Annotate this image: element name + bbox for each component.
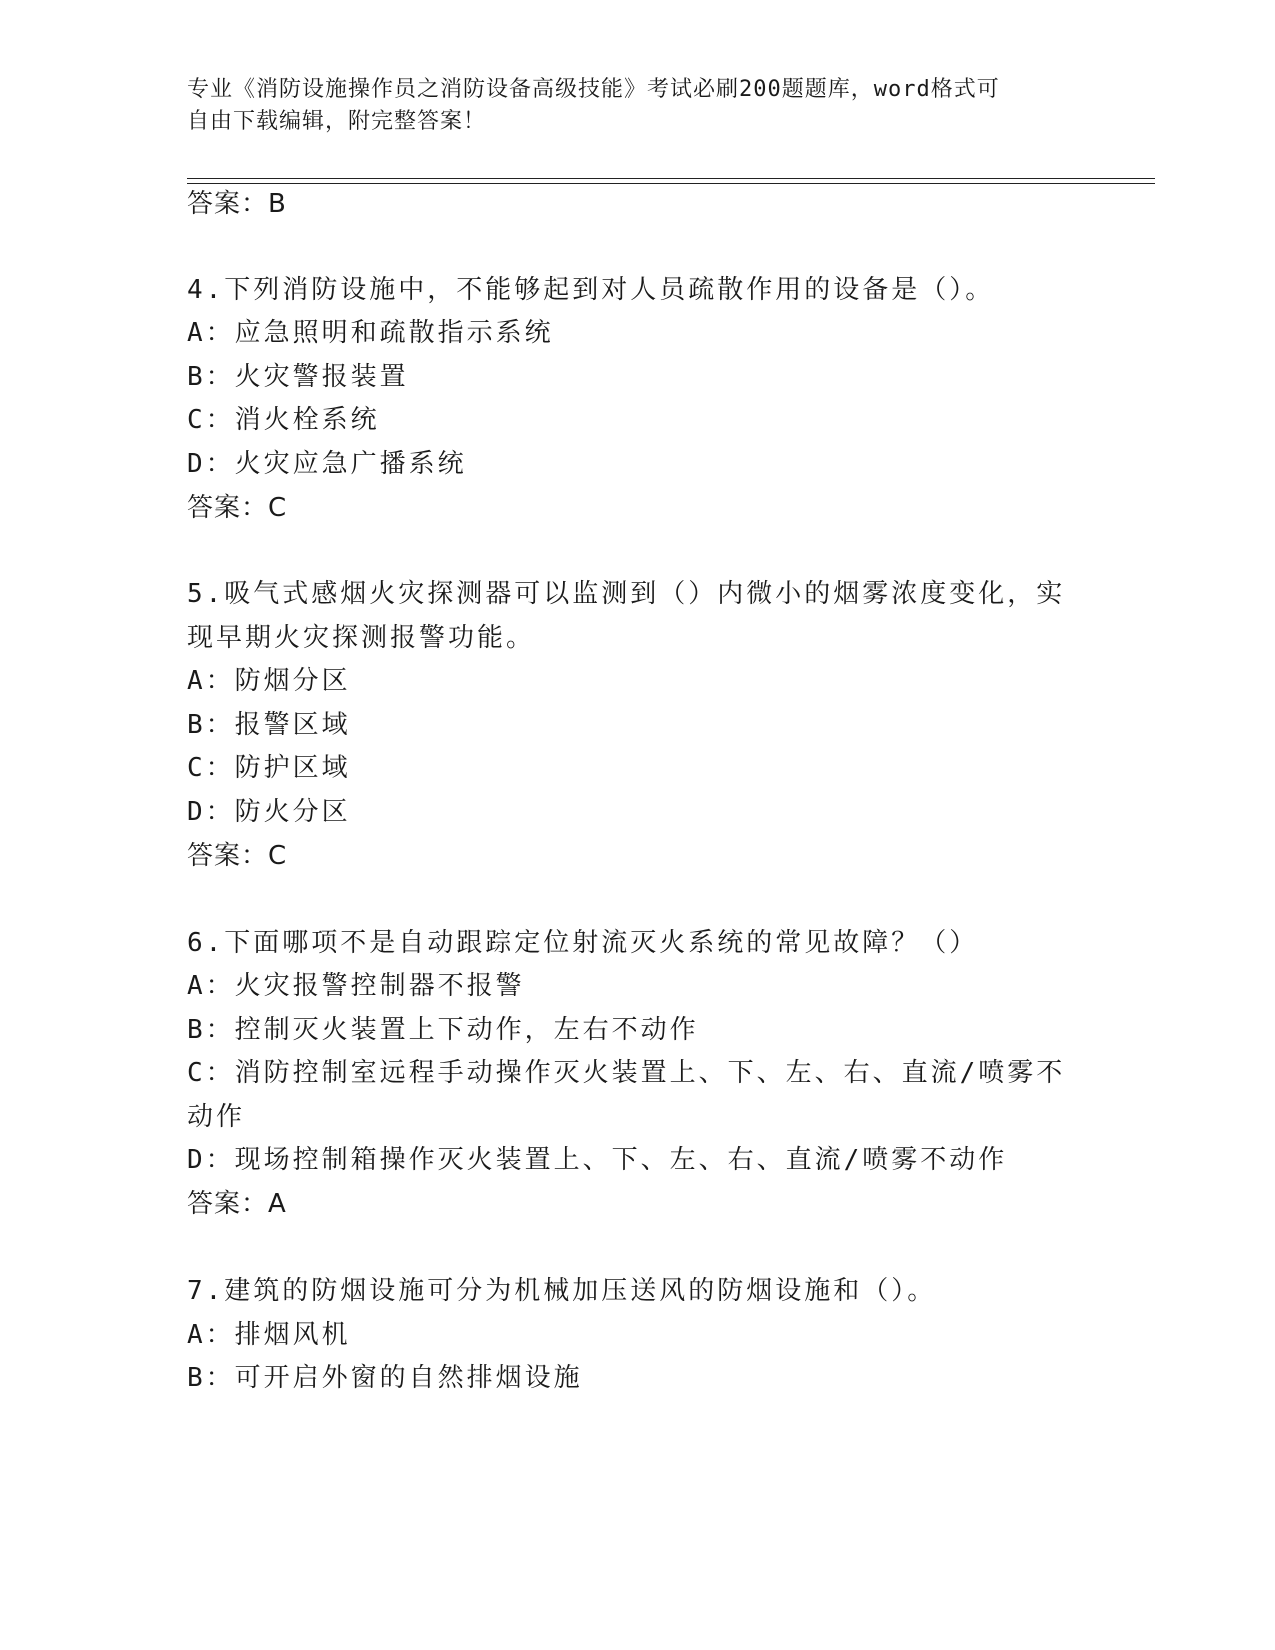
question-7-stem: 7.建筑的防烟设施可分为机械加压送风的防烟设施和（）。 [187, 1276, 937, 1306]
question-4-option-a: A：应急照明和疏散指示系统 [187, 318, 554, 348]
question-4-answer: 答案：C [187, 493, 288, 523]
question-5-stem-line-2: 现早期火灾探测报警功能。 [187, 623, 536, 653]
question-4-stem: 4.下列消防设施中，不能够起到对人员疏散作用的设备是（）。 [187, 275, 995, 305]
question-5-option-b: B：报警区域 [187, 710, 351, 740]
question-5-stem-line-1: 5.吸气式感烟火灾探测器可以监测到（）内微小的烟雾浓度变化，实 [187, 579, 1066, 609]
header-divider-bottom [187, 183, 1155, 184]
question-5-option-c: C：防护区域 [187, 753, 351, 783]
question-6-stem: 6.下面哪项不是自动跟踪定位射流灭火系统的常见故障？（） [187, 928, 979, 958]
question-4-option-b: B：火灾警报装置 [187, 362, 409, 392]
header-divider-top [187, 178, 1155, 179]
question-6-option-a: A：火灾报警控制器不报警 [187, 971, 525, 1001]
question-4-option-d: D：火灾应急广播系统 [187, 449, 467, 479]
question-4-option-c: C：消火栓系统 [187, 405, 380, 435]
question-7-option-a: A：排烟风机 [187, 1320, 351, 1350]
previous-answer: 答案：B [187, 189, 287, 219]
question-6-option-c-line-2: 动作 [187, 1102, 246, 1132]
question-5-option-a: A：防烟分区 [187, 666, 351, 696]
header-line-2: 自由下载编辑，附完整答案！ [187, 109, 487, 134]
question-6-option-d: D：现场控制箱操作灭火装置上、下、左、右、直流/喷雾不动作 [187, 1145, 1008, 1175]
question-6-option-c-line-1: C：消防控制室远程手动操作灭火装置上、下、左、右、直流/喷雾不 [187, 1058, 1066, 1088]
question-5-option-d: D：防火分区 [187, 797, 351, 827]
header-line-1: 专业《消防设施操作员之消防设备高级技能》考试必刷200题题库，word格式可 [187, 77, 1000, 102]
question-6-option-b: B：控制灭火装置上下动作，左右不动作 [187, 1015, 699, 1045]
question-7-option-b: B：可开启外窗的自然排烟设施 [187, 1363, 583, 1393]
document-header [187, 74, 1057, 138]
question-6-answer: 答案：A [187, 1189, 287, 1219]
question-5-answer: 答案：C [187, 841, 288, 871]
